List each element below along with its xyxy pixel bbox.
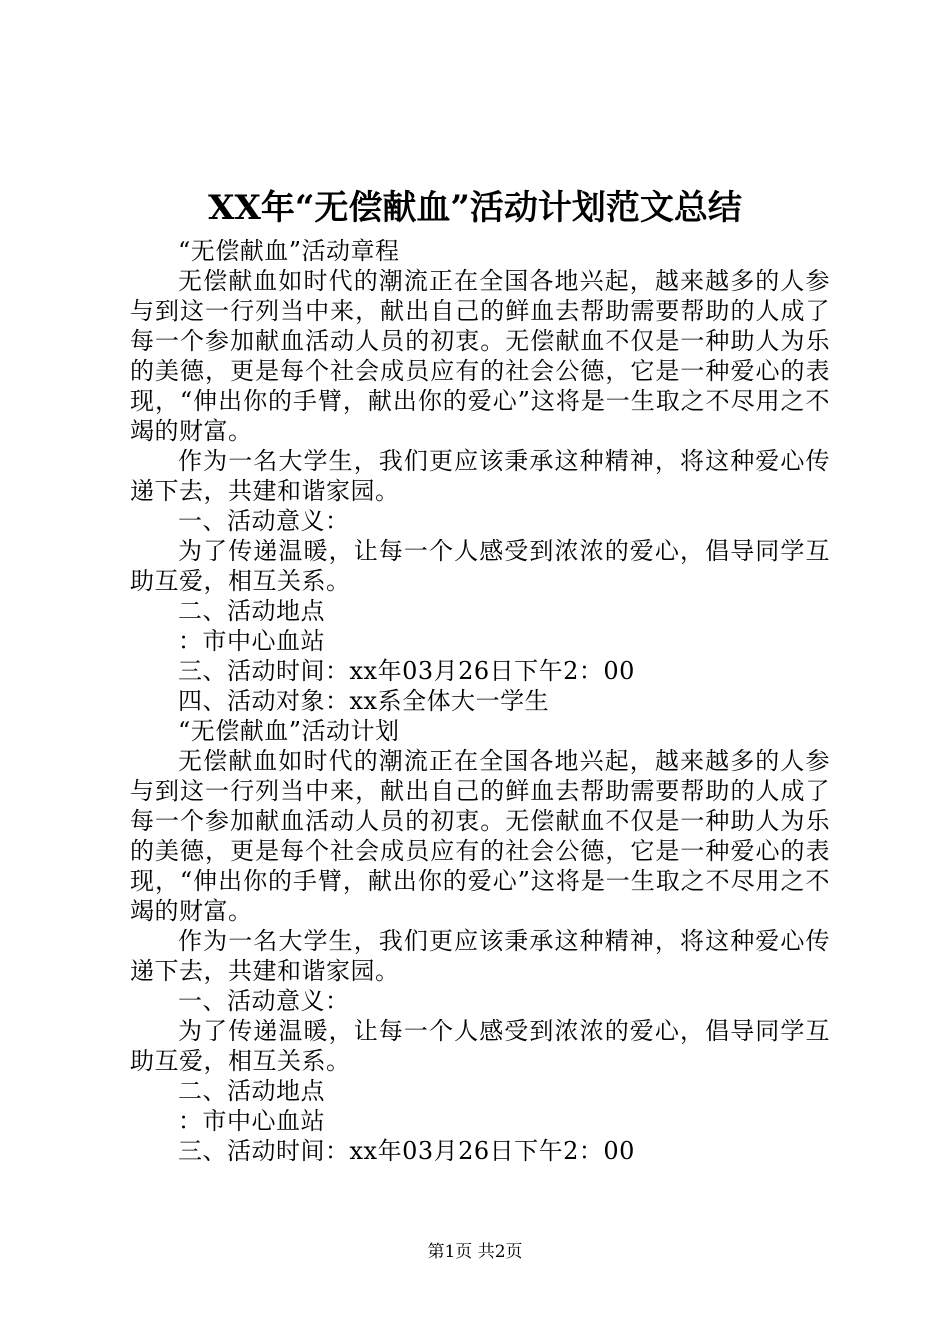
paragraph: 二、活动地点 (178, 597, 325, 625)
paragraph: 四、活动对象：xx系全体大一学生 (178, 687, 550, 715)
paragraph: 二、活动地点 (178, 1077, 325, 1105)
paragraph: “无偿献血”活动计划 (178, 717, 400, 745)
paragraph: 一、活动意义： (178, 507, 350, 535)
paragraph: “无偿献血”活动章程 (178, 237, 400, 265)
paragraph: 三、活动时间：xx年03月26日下午2：00 (178, 657, 635, 685)
document-body (130, 236, 830, 1166)
page-number: 第1页 共2页 (427, 1242, 523, 1262)
paragraph: 无偿献血如时代的潮流正在全国各地兴起，越来越多的人参与到这一行列当中来，献出自己的鲜血去帮助需要帮助的人成了每一个参加献血活动人员的初衷。无偿献血不仅是一种助人为乐的美德，更是每个社会成员应有的社会公德，它是一种爱心的表现，“伸出你的手臂，献出你的爱心”这将是一生取之不尽用之不竭的财富。 (130, 747, 830, 925)
paragraph: ：市中心血站 (178, 1107, 325, 1135)
document-title: XX年“无偿献血”活动计划范文总结 (208, 188, 742, 228)
paragraph: 作为一名大学生，我们更应该秉承这种精神，将这种爱心传递下去，共建和谐家园。 (130, 447, 830, 505)
paragraph: 作为一名大学生，我们更应该秉承这种精神，将这种爱心传递下去，共建和谐家园。 (130, 927, 830, 985)
paragraph: 无偿献血如时代的潮流正在全国各地兴起，越来越多的人参与到这一行列当中来，献出自己的鲜血去帮助需要帮助的人成了每一个参加献血活动人员的初衷。无偿献血不仅是一种助人为乐的美德，更是每个社会成员应有的社会公德，它是一种爱心的表现，“伸出你的手臂，献出你的爱心”这将是一生取之不尽用之不竭的财富。 (130, 267, 830, 445)
paragraph: 三、活动时间：xx年03月26日下午2：00 (178, 1137, 635, 1165)
paragraph: ：市中心血站 (178, 627, 325, 655)
paragraph: 一、活动意义： (178, 987, 350, 1015)
paragraph: 为了传递温暖，让每一个人感受到浓浓的爱心，倡导同学互助互爱，相互关系。 (130, 537, 830, 595)
paragraph: 为了传递温暖，让每一个人感受到浓浓的爱心，倡导同学互助互爱，相互关系。 (130, 1017, 830, 1075)
